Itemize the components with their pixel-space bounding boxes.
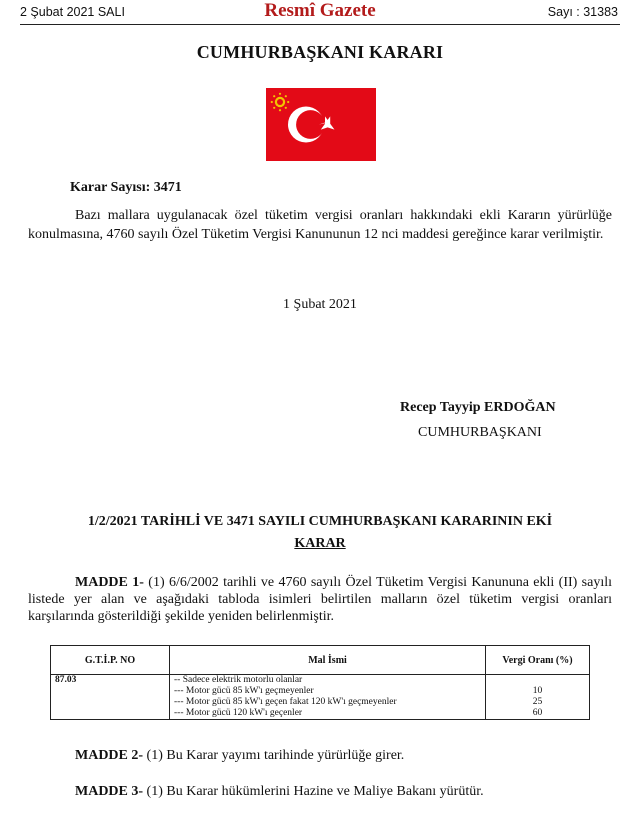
turkish-flag-icon <box>266 88 376 161</box>
item-rate: 25 <box>532 697 543 707</box>
table-row <box>51 675 590 720</box>
annex-title-line1: 1/2/2021 TARİHLİ VE 3471 SAYILI CUMHURBAŞKANI KARARININ EKİ <box>87 514 553 529</box>
issue-number: Sayı : 31383 <box>547 5 618 19</box>
table-header-rate: Vergi Oranı (%) <box>486 646 590 675</box>
article-1 <box>28 574 612 625</box>
annex-title-line2: KARAR <box>294 536 346 551</box>
item-rate: 10 <box>532 686 543 696</box>
intro-paragraph: Bazı mallara uygulanacak özel tüketim vergisi oranları hakkındaki ekli Kararın yürürlüğe konulmasına, 4760 sayılı Özel Tüketim Vergisi Kanununun 12 nci maddesi gereğince karar verilmiştir. <box>28 208 612 242</box>
tax-rate-table <box>50 645 590 720</box>
article-3 <box>28 783 612 800</box>
page-title: CUMHURBAŞKANI KARARI <box>196 42 444 62</box>
signer-name: Recep Tayyip ERDOĞAN <box>400 400 556 415</box>
article-3-label: MADDE 3- <box>75 784 144 799</box>
decision-date: 1 Şubat 2021 <box>283 297 357 312</box>
article-2 <box>28 747 612 764</box>
item-name: -- Sadece elektrik motorlu olanlar <box>174 675 303 685</box>
header-divider <box>20 24 620 25</box>
item-rate: 60 <box>532 708 543 718</box>
item-name: --- Motor gücü 85 kW'ı geçmeyenler <box>174 686 314 696</box>
item-rate <box>490 675 585 686</box>
article-3-text: (1) Bu Karar hükümlerini Hazine ve Maliye Bakanı yürütür. <box>143 784 484 799</box>
decision-number: Karar Sayısı: 3471 <box>70 180 182 195</box>
signer-title: CUMHURBAŞKANI <box>418 425 542 440</box>
gtip-cell: 87.03 <box>51 675 170 720</box>
article-2-text: (1) Bu Karar yayımı tarihinde yürürlüğe girer. <box>143 748 405 763</box>
item-name: --- Motor gücü 120 kW'ı geçenler <box>174 708 303 718</box>
item-name: --- Motor gücü 85 kW'ı geçen fakat 120 kW'ı geçmeyenler <box>174 697 397 707</box>
gazette-title: Resmî Gazete <box>264 0 376 21</box>
table-header-gtip: G.T.İ.P. NO <box>51 646 170 675</box>
article-1-text: (1) 6/6/2002 tarihli ve 4760 sayılı Özel Tüketim Vergisi Kanununa ekli (II) sayılı listede yer alan ve aşağıdaki tabloda isimleri belirtilen malların özel tüketim vergisi oranları karşılarında gösterildiği şekilde yeniden belirlenmiştir. <box>28 575 613 624</box>
table-header-item: Mal İsmi <box>170 646 486 675</box>
item-cell <box>170 675 486 720</box>
header-date: 2 Şubat 2021 SALI <box>20 5 125 19</box>
article-1-label: MADDE 1- <box>75 575 144 590</box>
annex-title <box>20 511 620 555</box>
rate-cell <box>486 675 590 720</box>
article-2-label: MADDE 2- <box>75 748 144 763</box>
